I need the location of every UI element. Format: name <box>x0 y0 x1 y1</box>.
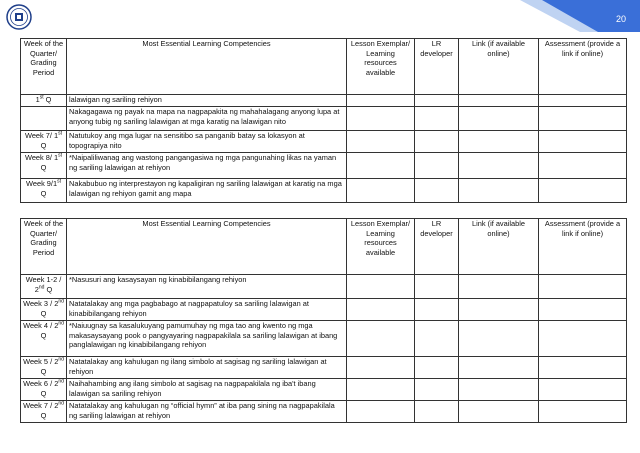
competency-table-q1 <box>20 38 627 203</box>
week-label: Week 7/ 1 <box>24 131 59 140</box>
week-cell <box>21 299 67 321</box>
week-cell <box>21 95 67 107</box>
week-label: Week 3 / 2 <box>23 299 59 308</box>
competency-cell: lalawigan ng sariling rehiyon <box>67 95 347 107</box>
lesson-exemplar-cell <box>347 131 415 153</box>
lesson-exemplar-cell <box>347 357 415 379</box>
link-cell <box>459 107 539 131</box>
week-ordinal: st <box>57 178 61 185</box>
assessment-cell <box>539 275 627 299</box>
week-label: Week 7 / 2 <box>23 401 59 410</box>
week-ordinal: st <box>39 94 44 101</box>
week-ordinal: nd <box>58 320 64 327</box>
table-row <box>21 401 627 423</box>
table-row <box>21 357 627 379</box>
week-label: Week 6 / 2 <box>23 379 59 388</box>
lesson-exemplar-cell <box>347 299 415 321</box>
competency-cell: *Naiuugnay sa kasalukuyang pamumuhay ng mga tao ang kwento ng mga makasaysayang pook o pangyayaring nagpapakilala sa sariling lalawigan at ibang panglalawigan ng kinabibilangang rehiyon <box>67 321 347 357</box>
week-cell <box>21 357 67 379</box>
header-lr-developer: LR developer <box>415 219 459 275</box>
week-quarter: Q <box>40 330 47 340</box>
table-row <box>21 95 627 107</box>
lr-developer-cell <box>415 357 459 379</box>
lr-developer-cell <box>415 153 459 179</box>
table-header-row <box>21 39 627 95</box>
competency-cell: *Nasusuri ang kasaysayan ng kinabibilangang rehiyon <box>67 275 347 299</box>
lr-developer-cell <box>415 401 459 423</box>
week-label: Week 4 / 2 <box>23 321 59 330</box>
competency-cell: Natutukoy ang mga lugar na sensitibo sa panganib batay sa lokasyon at topograpiya nito <box>67 131 347 153</box>
week-cell <box>21 131 67 153</box>
week-quarter: Q <box>40 308 47 318</box>
lr-developer-cell <box>415 321 459 357</box>
header-week: Week of the Quarter/ Grading Period <box>21 219 67 275</box>
competency-cell: Nakagagawa ng payak na mapa na nagpapakita ng mahahalagang anyong lupa at anyong tubig ng sariling lalawigan at mga karatig na lalawigan nito <box>67 107 347 131</box>
lr-developer-cell <box>415 379 459 401</box>
week-label: Week 9/1 <box>26 179 58 188</box>
table-row <box>21 379 627 401</box>
week-cell <box>21 401 67 423</box>
week-ordinal: nd <box>58 298 64 305</box>
week-label: 1 <box>35 95 40 104</box>
week-quarter: Q <box>40 140 47 150</box>
lr-developer-cell <box>415 179 459 203</box>
lr-developer-cell <box>415 275 459 299</box>
week-quarter: Q <box>40 162 47 172</box>
link-cell <box>459 379 539 401</box>
competency-cell: Natatalakay ang mga pagbabago at nagpapatuloy sa sariling lalawigan at kinabibilangang rehiyon <box>67 299 347 321</box>
week-quarter: Q <box>43 95 52 104</box>
table-row <box>21 299 627 321</box>
competency-cell: Naihahambing ang ilang simbolo at sagisag na nagpapakilala ng iba't ibang lalawigan sa sariling rehiyon <box>67 379 347 401</box>
table-row <box>21 131 627 153</box>
assessment-cell <box>539 153 627 179</box>
lesson-exemplar-cell <box>347 107 415 131</box>
link-cell <box>459 357 539 379</box>
week-quarter: Q <box>44 284 53 294</box>
week-cell <box>21 321 67 357</box>
header-assessment: Assessment (provide a link if online) <box>539 39 627 95</box>
link-cell <box>459 131 539 153</box>
competency-cell: Natatalakay ang kahulugan ng “official hymn” at iba pang sining na nagpapakilala ng sariling lalawigan at rehiyon <box>67 401 347 423</box>
week-quarter: Q <box>40 366 47 376</box>
week-quarter: Q <box>40 410 47 420</box>
competency-cell: Natatalakay ang kahulugan ng ilang simbolo at sagisag ng sariling lalawigan at rehiyon <box>67 357 347 379</box>
lr-developer-cell <box>415 299 459 321</box>
assessment-cell <box>539 179 627 203</box>
table-row <box>21 153 627 179</box>
header-week: Week of the Quarter/ Grading Period <box>21 39 67 95</box>
lr-developer-cell <box>415 107 459 131</box>
week-ordinal: st <box>58 152 63 159</box>
link-cell <box>459 153 539 179</box>
assessment-cell <box>539 299 627 321</box>
header-competencies: Most Essential Learning Competencies <box>67 219 347 275</box>
lesson-exemplar-cell <box>347 401 415 423</box>
lesson-exemplar-cell <box>347 379 415 401</box>
lr-developer-cell <box>415 95 459 107</box>
table-row <box>21 107 627 131</box>
table-header-row <box>21 219 627 275</box>
assessment-cell <box>539 379 627 401</box>
assessment-cell <box>539 357 627 379</box>
week-cell <box>21 379 67 401</box>
assessment-cell <box>539 95 627 107</box>
header-lr-developer: LR developer <box>415 39 459 95</box>
week-cell <box>21 153 67 179</box>
header-link: Link (if available online) <box>459 219 539 275</box>
link-cell <box>459 401 539 423</box>
assessment-cell <box>539 107 627 131</box>
assessment-cell <box>539 131 627 153</box>
table-row <box>21 321 627 357</box>
link-cell <box>459 179 539 203</box>
assessment-cell <box>539 321 627 357</box>
lr-developer-cell <box>415 131 459 153</box>
lesson-exemplar-cell <box>347 95 415 107</box>
table-row <box>21 275 627 299</box>
week-ordinal: nd <box>38 284 45 291</box>
week-cell <box>21 179 67 203</box>
assessment-cell <box>539 401 627 423</box>
week-ordinal: st <box>58 130 63 137</box>
page-number: 20 <box>615 14 626 24</box>
lesson-exemplar-cell <box>347 321 415 357</box>
week-ordinal: nd <box>58 356 64 363</box>
header-assessment: Assessment (provide a link if online) <box>539 219 627 275</box>
week-quarter: Q <box>40 388 47 398</box>
header-lesson-exemplar: Lesson Exemplar/ Learning resources available <box>347 39 415 95</box>
competency-table-q2 <box>20 218 627 423</box>
week-cell <box>21 275 67 299</box>
week-ordinal: nd <box>58 378 64 385</box>
link-cell <box>459 321 539 357</box>
lesson-exemplar-cell <box>347 179 415 203</box>
week-label: Week 1-2 / 2 <box>25 275 62 294</box>
lesson-exemplar-cell <box>347 153 415 179</box>
link-cell <box>459 275 539 299</box>
header-competencies: Most Essential Learning Competencies <box>67 39 347 95</box>
link-cell <box>459 95 539 107</box>
week-label: Week 8/ 1 <box>24 153 59 162</box>
lesson-exemplar-cell <box>347 275 415 299</box>
deped-seal-icon <box>6 4 32 30</box>
header-lesson-exemplar: Lesson Exemplar/ Learning resources available <box>347 219 415 275</box>
table-row <box>21 179 627 203</box>
link-cell <box>459 299 539 321</box>
header-link: Link (if available online) <box>459 39 539 95</box>
week-ordinal: nd <box>58 400 64 407</box>
week-quarter: Q <box>40 188 47 198</box>
week-label: Week 5 / 2 <box>23 357 59 366</box>
week-cell <box>21 107 67 131</box>
competency-cell: *Naipaliliwanag ang wastong pangangasiwa ng mga pangunahing likas na yaman ng sariling lalawigan at rehiyon <box>67 153 347 179</box>
competency-cell: Nakabubuo ng interprestayon ng kapaligiran ng sariling lalawigan at karatig na mga lalawigan ng rehiyon gamit ang mapa <box>67 179 347 203</box>
